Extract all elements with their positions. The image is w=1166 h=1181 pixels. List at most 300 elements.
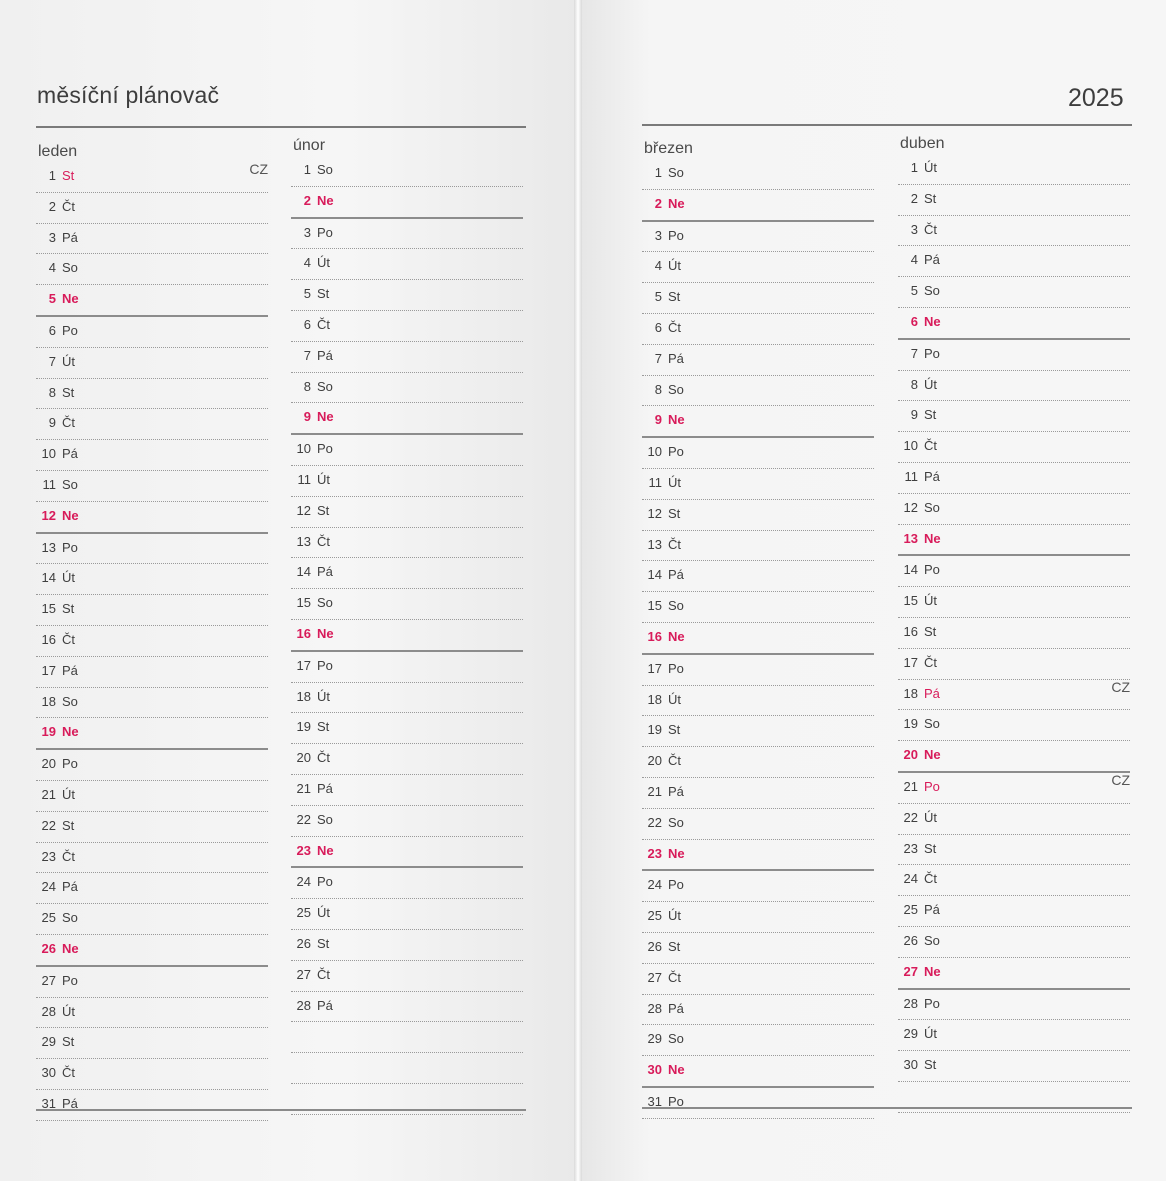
day-number: 24 (41, 879, 56, 895)
day-name: Ne (668, 628, 685, 644)
month-name: duben (900, 135, 945, 152)
day-name: St (62, 817, 75, 833)
day-number: 26 (296, 935, 311, 951)
day-name: Ne (317, 625, 334, 641)
day-name: So (668, 1031, 684, 1047)
day-row (898, 525, 1130, 557)
day-row (642, 314, 874, 345)
day-name: St (668, 722, 681, 738)
day-number: 28 (41, 1003, 56, 1019)
day-row (898, 990, 1130, 1021)
day-number: 21 (296, 780, 311, 796)
day-row (36, 1059, 268, 1090)
day-row (642, 964, 874, 995)
day-name: So (317, 811, 333, 827)
day-number: 9 (910, 407, 918, 423)
page-title: měsíční plánovač (37, 82, 220, 108)
day-number: 4 (654, 258, 662, 274)
day-number: 14 (903, 562, 918, 578)
day-number: 25 (903, 902, 918, 918)
day-name: Čt (317, 316, 330, 332)
day-name: So (317, 162, 333, 177)
day-number: 1 (910, 160, 918, 175)
day-row (291, 775, 523, 806)
day-number: 29 (647, 1031, 662, 1047)
day-row (291, 156, 523, 187)
day-row (291, 528, 523, 559)
day-row (291, 280, 523, 311)
day-name: Po (62, 539, 78, 555)
day-row (36, 718, 268, 750)
day-row (898, 958, 1130, 990)
day-row (36, 254, 268, 285)
day-row (642, 840, 874, 872)
day-name: Čt (62, 631, 75, 647)
day-name: So (668, 814, 684, 830)
day-name: St (317, 719, 330, 735)
day-number: 23 (647, 845, 662, 861)
day-row (898, 185, 1130, 216)
day-number: 10 (647, 444, 662, 460)
day-row (642, 190, 874, 222)
day-name: So (924, 499, 940, 515)
day-name: So (317, 595, 333, 611)
day-row (642, 345, 874, 376)
day-row (36, 967, 268, 998)
day-row (36, 285, 268, 317)
day-number: 16 (903, 623, 918, 639)
day-number: 2 (910, 190, 918, 206)
day-number: 2 (654, 195, 662, 211)
day-row (36, 1090, 268, 1121)
day-number: 6 (654, 319, 662, 335)
day-name: Po (668, 877, 684, 893)
day-list (898, 154, 1130, 1113)
day-number: 24 (296, 874, 311, 890)
day-row (36, 317, 268, 348)
day-row (36, 224, 268, 255)
day-number: 17 (903, 654, 918, 670)
day-row (642, 623, 874, 655)
day-row (898, 710, 1130, 741)
day-row (642, 655, 874, 686)
day-row (642, 561, 874, 592)
day-name: So (924, 716, 940, 732)
day-row (898, 154, 1130, 185)
day-number: 19 (903, 716, 918, 732)
day-row (898, 865, 1130, 896)
day-row (898, 804, 1130, 835)
day-name: St (924, 190, 937, 206)
day-number: 9 (48, 415, 56, 431)
day-name: Ne (62, 724, 79, 740)
day-name: So (317, 378, 333, 394)
day-list (36, 162, 268, 1121)
day-row (291, 373, 523, 404)
day-number: 11 (904, 468, 918, 484)
day-name: So (62, 476, 78, 492)
day-name: Čt (62, 198, 75, 214)
day-row (36, 688, 268, 719)
day-name: Ne (924, 747, 941, 763)
day-name: Ne (668, 1062, 685, 1078)
day-number: 20 (647, 753, 662, 769)
day-number: 6 (910, 313, 918, 329)
day-number: 30 (903, 1057, 918, 1073)
day-number: 6 (303, 316, 311, 332)
day-name: Pá (62, 446, 78, 462)
day-name: Út (62, 786, 75, 802)
day-row (36, 162, 268, 193)
day-row (898, 896, 1130, 927)
day-row (36, 843, 268, 874)
day-number: 1 (303, 162, 311, 177)
day-name: Pá (317, 347, 333, 363)
day-row (291, 837, 523, 869)
day-number: 2 (303, 192, 311, 208)
day-name: Pá (668, 567, 684, 583)
day-number: 31 (41, 1095, 56, 1111)
day-name: Út (668, 691, 681, 707)
day-row (898, 618, 1130, 649)
day-row (898, 1020, 1130, 1051)
day-name: Pá (668, 783, 684, 799)
day-number: 3 (654, 227, 662, 243)
day-row (36, 595, 268, 626)
day-number: 12 (903, 499, 918, 515)
day-row (898, 246, 1130, 277)
day-number: 12 (41, 507, 56, 523)
day-name: Pá (62, 879, 78, 895)
day-name: Čt (62, 1065, 75, 1081)
day-number: 3 (48, 229, 56, 245)
day-number: 3 (910, 221, 918, 237)
day-number: 29 (903, 1026, 918, 1042)
month-name: únor (293, 137, 326, 154)
day-name: Po (668, 660, 684, 676)
day-name: Ne (924, 530, 941, 546)
day-name: Pá (924, 468, 940, 484)
day-name: Čt (668, 536, 681, 552)
month-name: březen (644, 140, 693, 157)
day-row (898, 216, 1130, 247)
day-name: Út (924, 376, 937, 392)
day-name: Čt (62, 848, 75, 864)
day-number: 30 (41, 1065, 56, 1081)
day-row (898, 773, 1130, 804)
day-number: 17 (41, 662, 56, 678)
day-row (36, 998, 268, 1029)
day-number: 7 (910, 345, 918, 361)
day-row (36, 750, 268, 781)
day-row (898, 649, 1130, 680)
day-name: So (924, 283, 940, 299)
day-row (898, 835, 1130, 866)
day-row (642, 716, 874, 747)
day-number: 27 (647, 969, 662, 985)
day-row (642, 871, 874, 902)
day-number: 28 (296, 997, 311, 1013)
day-row (642, 592, 874, 623)
day-name: Čt (924, 438, 937, 454)
empty-day-row (291, 1084, 523, 1115)
day-number: 1 (654, 165, 662, 180)
day-number: 18 (647, 691, 662, 707)
day-name: Po (62, 756, 78, 772)
day-row (898, 463, 1130, 494)
day-name: Čt (317, 966, 330, 982)
day-number: 7 (303, 347, 311, 363)
day-name: Po (317, 657, 333, 673)
day-number: 11 (297, 471, 311, 487)
day-name: Po (62, 322, 78, 338)
day-row (291, 497, 523, 528)
day-number: 1 (48, 168, 56, 183)
day-row (642, 778, 874, 809)
year-label: 2025 (1068, 84, 1124, 112)
day-row (36, 471, 268, 502)
day-row (898, 587, 1130, 618)
day-name: Čt (668, 319, 681, 335)
month-name: leden (38, 143, 78, 160)
empty-day-row (291, 1022, 523, 1053)
day-row (291, 806, 523, 837)
day-name: Pá (924, 902, 940, 918)
day-number: 13 (296, 533, 311, 549)
day-name: Čt (924, 221, 937, 237)
day-number: 27 (296, 966, 311, 982)
day-number: 4 (303, 255, 311, 271)
day-row (898, 494, 1130, 525)
day-row (36, 502, 268, 534)
day-row (898, 741, 1130, 773)
day-number: 19 (296, 719, 311, 735)
day-row (642, 995, 874, 1026)
day-number: 28 (647, 1000, 662, 1016)
day-number: 14 (296, 564, 311, 580)
day-number: 23 (41, 848, 56, 864)
day-row (642, 438, 874, 469)
day-row (642, 747, 874, 778)
day-number: 24 (647, 877, 662, 893)
day-number: 8 (654, 381, 662, 397)
day-row (291, 620, 523, 652)
day-row (291, 219, 523, 250)
day-name: So (62, 693, 78, 709)
day-name: Út (62, 1003, 75, 1019)
day-name: St (924, 840, 937, 856)
day-row (898, 277, 1130, 308)
day-number: 5 (910, 283, 918, 299)
empty-day-row (291, 1053, 523, 1084)
holiday-tag: CZ (1111, 678, 1130, 695)
day-number: 24 (903, 871, 918, 887)
day-row (642, 500, 874, 531)
day-name: Čt (924, 871, 937, 887)
day-row (642, 686, 874, 717)
day-number: 11 (42, 476, 56, 492)
day-name: St (668, 289, 681, 305)
day-number: 23 (903, 840, 918, 856)
day-row (898, 432, 1130, 463)
day-name: Út (924, 1026, 937, 1042)
day-number: 18 (296, 688, 311, 704)
day-number: 21 (903, 778, 918, 794)
day-row (36, 904, 268, 935)
day-number: 20 (296, 750, 311, 766)
day-name: Po (924, 562, 940, 578)
day-number: 9 (654, 412, 662, 428)
day-number: 4 (48, 260, 56, 276)
day-number: 9 (303, 409, 311, 425)
day-number: 14 (647, 567, 662, 583)
day-number: 7 (654, 350, 662, 366)
holiday-tag: CZ (1111, 771, 1130, 788)
day-number: 26 (41, 940, 56, 956)
day-number: 16 (296, 625, 311, 641)
day-row (898, 340, 1130, 371)
book-gutter (574, 0, 582, 1181)
day-name: Pá (924, 685, 940, 701)
day-number: 29 (41, 1034, 56, 1050)
day-name: Čt (668, 753, 681, 769)
day-name: Pá (668, 1000, 684, 1016)
day-row (291, 744, 523, 775)
day-row (291, 589, 523, 620)
right-top-rule (642, 124, 1132, 126)
day-row (642, 469, 874, 500)
holiday-tag: CZ (249, 161, 268, 177)
day-number: 8 (303, 378, 311, 394)
day-number: 18 (41, 693, 56, 709)
day-name: St (924, 623, 937, 639)
day-name: Pá (62, 229, 78, 245)
day-number: 11 (648, 474, 662, 490)
day-number: 5 (303, 286, 311, 302)
day-number: 12 (296, 502, 311, 518)
day-number: 19 (647, 722, 662, 738)
day-name: Pá (668, 350, 684, 366)
day-number: 25 (296, 905, 311, 921)
day-name: Ne (62, 291, 79, 307)
day-row (36, 1028, 268, 1059)
day-name: St (62, 168, 75, 183)
day-number: 2 (48, 198, 56, 214)
day-row (291, 249, 523, 280)
day-number: 18 (903, 685, 918, 701)
day-name: Pá (62, 662, 78, 678)
day-row (291, 868, 523, 899)
month-column (642, 139, 874, 1119)
day-number: 25 (647, 908, 662, 924)
day-row (291, 558, 523, 589)
day-row (642, 809, 874, 840)
day-name: Ne (924, 963, 941, 979)
day-row (898, 371, 1130, 402)
month-column (898, 134, 1130, 1113)
day-row (291, 992, 523, 1023)
day-row (642, 1056, 874, 1088)
day-name: Út (924, 593, 937, 609)
day-number: 15 (41, 601, 56, 617)
day-row (36, 379, 268, 410)
month-column (36, 142, 268, 1121)
day-number: 19 (41, 724, 56, 740)
day-name: St (924, 1057, 937, 1073)
day-name: So (62, 910, 78, 926)
day-name: Pá (317, 780, 333, 796)
day-number: 14 (41, 570, 56, 586)
day-row (898, 401, 1130, 432)
day-number: 17 (647, 660, 662, 676)
day-name: Út (924, 809, 937, 825)
day-name: Út (317, 688, 330, 704)
day-name: Ne (668, 412, 685, 428)
day-name: Po (317, 224, 333, 240)
day-number: 13 (903, 530, 918, 546)
day-number: 10 (296, 441, 311, 457)
day-number: 20 (903, 747, 918, 763)
day-number: 28 (903, 995, 918, 1011)
day-row (36, 781, 268, 812)
day-row (898, 308, 1130, 340)
day-name: Ne (924, 313, 941, 329)
day-number: 12 (647, 505, 662, 521)
day-row (642, 406, 874, 438)
day-number: 4 (910, 252, 918, 268)
day-row (291, 899, 523, 930)
day-name: St (317, 935, 330, 951)
day-number: 5 (654, 289, 662, 305)
day-number: 22 (903, 809, 918, 825)
day-name: Pá (317, 997, 333, 1013)
day-number: 15 (903, 593, 918, 609)
day-row (36, 873, 268, 904)
day-row (36, 935, 268, 967)
day-number: 25 (41, 910, 56, 926)
day-row (36, 193, 268, 224)
day-number: 6 (48, 322, 56, 338)
day-number: 31 (647, 1093, 662, 1109)
day-name: Ne (668, 845, 685, 861)
day-name: Út (62, 353, 75, 369)
day-name: St (668, 938, 681, 954)
day-row (291, 466, 523, 497)
day-name: Út (668, 474, 681, 490)
day-row (291, 652, 523, 683)
day-row (642, 902, 874, 933)
day-row (291, 961, 523, 992)
day-name: St (924, 407, 937, 423)
day-name: Ne (62, 507, 79, 523)
day-name: Po (668, 1093, 684, 1109)
day-name: So (668, 598, 684, 614)
day-name: Po (317, 441, 333, 457)
day-name: So (668, 381, 684, 397)
day-list (642, 159, 874, 1119)
day-row (36, 440, 268, 471)
day-name: Út (317, 905, 330, 921)
day-number: 26 (903, 932, 918, 948)
day-row (642, 531, 874, 562)
day-row (36, 564, 268, 595)
day-name: St (62, 384, 75, 400)
empty-day-row (898, 1082, 1130, 1113)
day-number: 27 (41, 972, 56, 988)
day-row (898, 556, 1130, 587)
day-name: Ne (668, 195, 685, 211)
day-number: 21 (647, 783, 662, 799)
